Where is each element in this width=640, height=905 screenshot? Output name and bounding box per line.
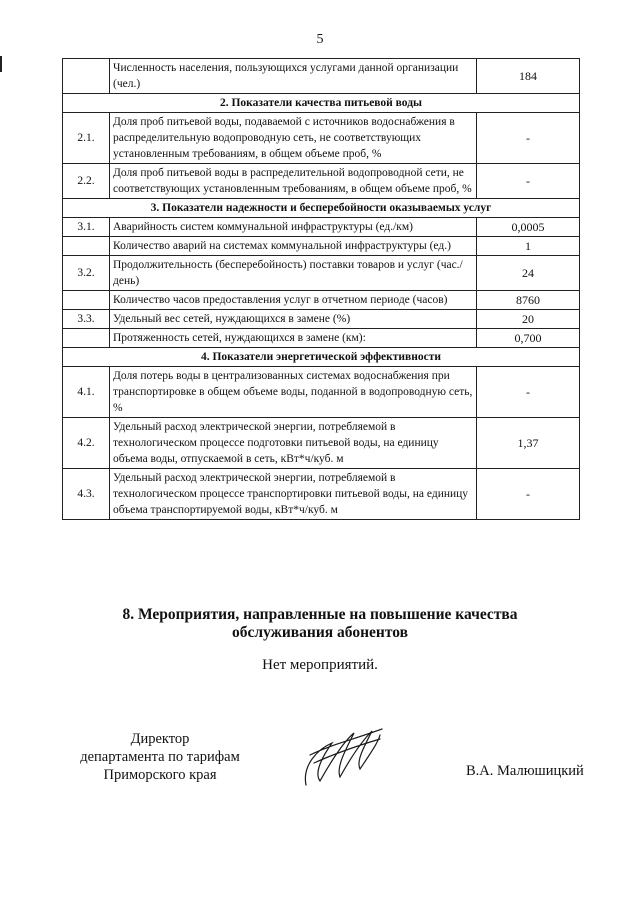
- row-description: Численность населения, пользующихся услугами данной организации (чел.): [110, 59, 477, 94]
- table-row: [63, 418, 580, 469]
- row-number: 4.3.: [63, 469, 110, 520]
- row-description: Доля потерь воды в централизованных системах водоснабжения при транспортировке в общем объеме воды, поданной в водопроводную сеть, %: [110, 367, 477, 418]
- row-number: [63, 237, 110, 256]
- row-value: -: [477, 367, 580, 418]
- row-value: 1,37: [477, 418, 580, 469]
- signer-name: В.А. Малюшицкий: [466, 763, 584, 779]
- indicators-table: [62, 58, 580, 520]
- row-number: 2.1.: [63, 113, 110, 164]
- table-row: [63, 218, 580, 237]
- signature-icon: [300, 715, 385, 795]
- section-header-row: [63, 348, 580, 367]
- row-number: 3.1.: [63, 218, 110, 237]
- row-value: -: [477, 164, 580, 199]
- table-row: [63, 164, 580, 199]
- row-value: 0,700: [477, 329, 580, 348]
- row-value: 1: [477, 237, 580, 256]
- row-description: Количество аварий на системах коммунальной инфраструктуры (ед.): [110, 237, 477, 256]
- director-line1: Директор: [130, 731, 190, 747]
- director-title: [55, 730, 265, 784]
- director-line2: департамента по тарифам: [80, 749, 240, 765]
- row-number: 4.2.: [63, 418, 110, 469]
- table-row: [63, 329, 580, 348]
- row-value: 24: [477, 256, 580, 291]
- row-description: Доля проб питьевой воды, подаваемой с источников водоснабжения в распределительную водопроводную сеть, не соответствующих установленным требованиям, в общем объеме проб, %: [110, 113, 477, 164]
- section-2-title: 2. Показатели качества питьевой воды: [63, 94, 580, 113]
- no-events-text: Нет мероприятий.: [262, 657, 378, 673]
- table-row: [63, 469, 580, 520]
- row-value: -: [477, 113, 580, 164]
- row-value: -: [477, 469, 580, 520]
- director-line3: Приморского края: [103, 767, 217, 783]
- row-value: 0,0005: [477, 218, 580, 237]
- section-3-title: 3. Показатели надежности и бесперебойности оказываемых услуг: [63, 199, 580, 218]
- section-8-title-line2: обслуживания абонентов: [232, 624, 408, 641]
- row-number: 3.3.: [63, 310, 110, 329]
- row-value: 8760: [477, 291, 580, 310]
- row-number: [63, 59, 110, 94]
- margin-mark: [0, 56, 2, 72]
- page-number: 5: [316, 32, 324, 47]
- row-number: [63, 329, 110, 348]
- section-8-title: [80, 606, 560, 642]
- row-description: Удельный расход электрической энергии, потребляемой в технологическом процессе транспортировки питьевой воды, на единицу объема транспортируемой воды, кВт*ч/куб. м: [110, 469, 477, 520]
- table-row: [63, 367, 580, 418]
- section-4-title: 4. Показатели энергетической эффективности: [63, 348, 580, 367]
- row-number: [63, 291, 110, 310]
- section-8-title-line1: 8. Мероприятия, направленные на повышение качества: [122, 606, 518, 623]
- row-value: 20: [477, 310, 580, 329]
- row-description: Аварийность систем коммунальной инфраструктуры (ед./км): [110, 218, 477, 237]
- table-row: [63, 237, 580, 256]
- table-row: [63, 113, 580, 164]
- table-row: [63, 291, 580, 310]
- row-number: 4.1.: [63, 367, 110, 418]
- row-description: Удельный вес сетей, нуждающихся в замене (%): [110, 310, 477, 329]
- row-description: Удельный расход электрической энергии, потребляемой в технологическом процессе подготовки питьевой воды, на единицу объема воды, отпускаемой в сеть, кВт*ч/куб. м: [110, 418, 477, 469]
- table-row: [63, 310, 580, 329]
- row-description: Доля проб питьевой воды в распределительной водопроводной сети, не соответствующих установленным требованиям, в общем объеме проб, %: [110, 164, 477, 199]
- section-header-row: [63, 199, 580, 218]
- section-header-row: [63, 94, 580, 113]
- row-number: 2.2.: [63, 164, 110, 199]
- table-row: [63, 256, 580, 291]
- table-row: [63, 59, 580, 94]
- row-number: 3.2.: [63, 256, 110, 291]
- row-description: Количество часов предоставления услуг в отчетном периоде (часов): [110, 291, 477, 310]
- handwritten-signature: [300, 715, 385, 800]
- row-value: 184: [477, 59, 580, 94]
- row-description: Протяженность сетей, нуждающихся в замене (км):: [110, 329, 477, 348]
- row-description: Продолжительность (бесперебойность) поставки товаров и услуг (час./день): [110, 256, 477, 291]
